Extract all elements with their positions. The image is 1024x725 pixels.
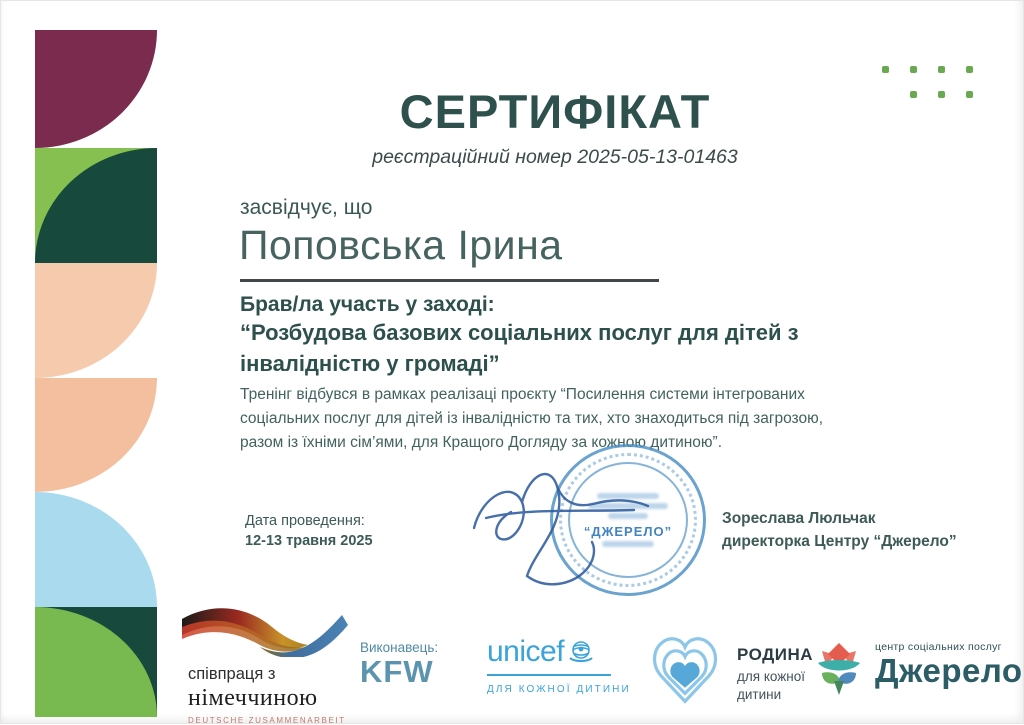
decor-tile-blue	[35, 492, 157, 607]
decor-tile-peach-lower	[35, 378, 157, 492]
event-title: “Розбудова базових соціальних послуг для дітей з інвалідністю у громаді”	[240, 320, 799, 377]
corner-dots	[882, 66, 994, 116]
kfw-wordmark: KFW	[360, 654, 434, 689]
certificate-title: СЕРТИФІКАТ	[399, 85, 711, 138]
logo-dzherelo	[812, 641, 1023, 699]
participation-label: Брав/ла участь у заході:	[240, 293, 495, 316]
rodyna-heart-icon	[645, 629, 725, 713]
decor-tile-teal	[35, 607, 157, 717]
german-coop-line3: DEUTSCHE ZUSAMMENARBEIT	[188, 716, 346, 725]
rodyna-wordmark: РОДИНА	[737, 645, 813, 664]
dot-icon	[882, 66, 889, 73]
dzherelo-wordmark: Джерело	[875, 652, 1023, 689]
decor-tile-green	[35, 148, 157, 263]
event-description: Тренінг відбувся в рамках реалізаці проєкту “Посилення системи інтегрованих соціальних послуг для дітей із інвалідністю та тих, хто знаходиться під загрозою, разом із їхніми сім’ями, для Кращого Догляду за кожною дитиною”.	[240, 386, 824, 452]
dot-icon	[966, 91, 973, 98]
signatory-block	[722, 507, 957, 553]
registration-number: реєстраційний номер 2025-05-13-01463	[372, 146, 738, 168]
german-coop-line1: співпраця з	[188, 665, 276, 683]
dot-icon	[938, 91, 945, 98]
unicef-rule	[487, 674, 611, 676]
decor-tile-peach-upper	[35, 263, 157, 378]
stamp-word: “ДЖЕРЕЛО”	[583, 524, 673, 539]
logo-kfw	[360, 640, 438, 688]
german-coop-line2: німеччиною	[188, 685, 318, 711]
certifies-label: засвідчує, що	[240, 196, 373, 219]
decor-corner-green	[35, 607, 157, 717]
rodyna-tagline: для кожної дитини	[737, 669, 805, 702]
decor-tile-maroon	[35, 30, 157, 148]
dot-icon	[938, 66, 945, 73]
logo-unicef	[487, 635, 631, 695]
dzherelo-tagline: центр соціальних послуг	[875, 641, 1002, 653]
name-underline	[240, 279, 659, 282]
unicef-emblem-icon	[567, 638, 595, 666]
logo-rodyna	[645, 629, 813, 713]
dot-icon	[910, 91, 917, 98]
signatory-name: Зореслава Люльчак	[722, 510, 876, 527]
recipient-name: Поповська Ірина	[239, 222, 563, 268]
dzherelo-emblem-icon	[812, 641, 866, 699]
dot-icon	[966, 66, 973, 73]
date-label: Дата проведення:	[245, 513, 365, 529]
german-ribbon-icon	[176, 597, 348, 657]
logo-german-cooperation	[176, 597, 361, 725]
header	[230, 84, 880, 169]
unicef-wordmark: unicef	[487, 635, 565, 668]
date-value: 12-13 травня 2025	[245, 533, 373, 549]
unicef-tagline: ДЛЯ КОЖНОЇ ДИТИНИ	[487, 684, 631, 695]
signatory-title: директорка Центру “Джерело”	[722, 533, 957, 550]
dot-icon	[910, 66, 917, 73]
date-block	[245, 511, 373, 551]
kfw-label: Виконавець:	[360, 640, 439, 655]
signature	[466, 446, 701, 598]
decor-corner-dark-teal	[35, 148, 157, 263]
